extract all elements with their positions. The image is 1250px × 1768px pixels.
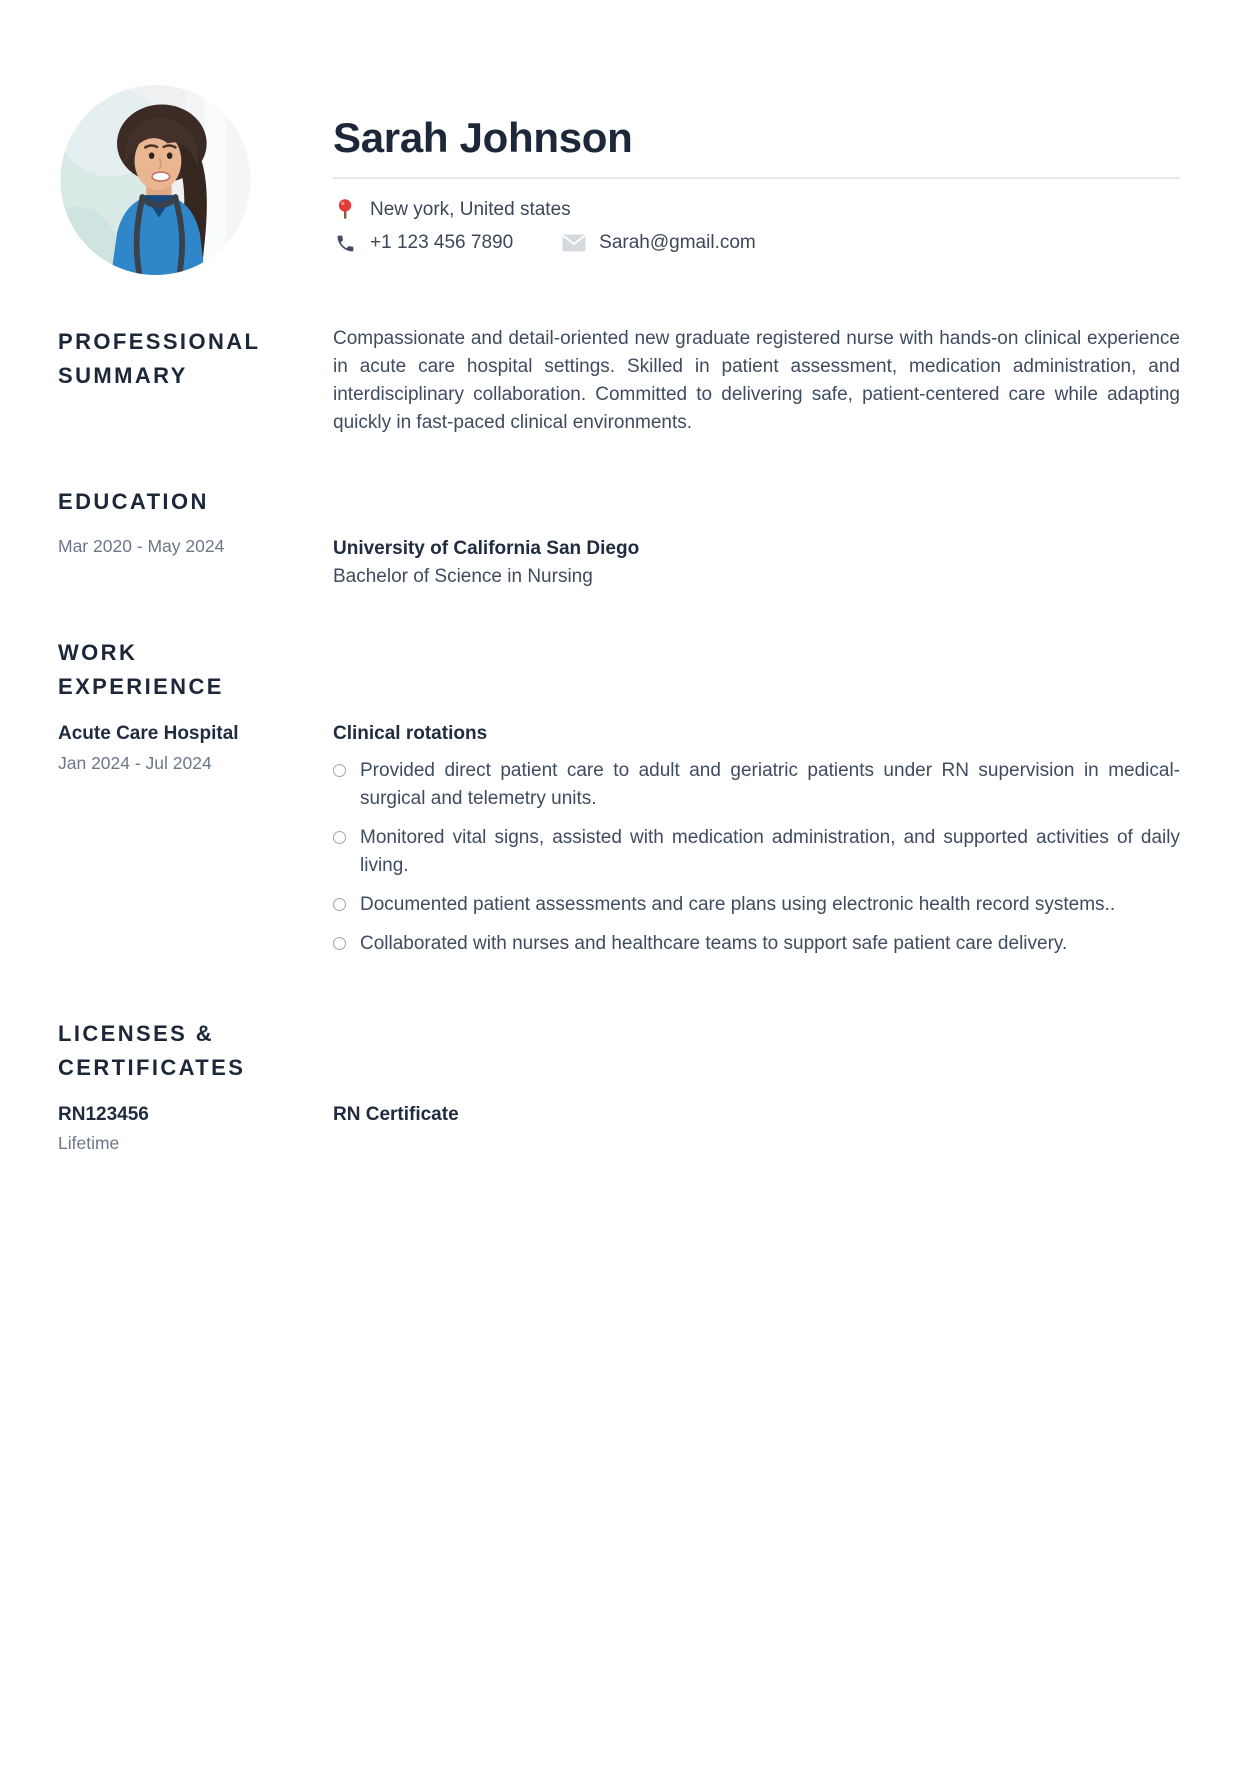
work-bullet-text: Documented patient assessments and care plans using electronic health record systems.. [360,893,1116,915]
work-bullet-item [333,891,1180,919]
phone-text: +1 123 456 7890 [370,232,514,254]
resume-header [58,85,1180,275]
licenses-heading: LICENSES & CERTIFICATES [58,1020,246,1080]
education-dates: Mar 2020 - May 2024 [58,536,225,557]
work-employer-cell [58,721,310,969]
contact-info [333,199,1180,254]
section-professional-summary [58,325,1180,437]
education-degree: Bachelor of Science in Nursing [333,565,593,587]
license-name: RN Certificate [333,1103,459,1125]
phone-group [333,232,513,254]
phone-icon [333,233,357,254]
license-name-cell [333,1102,1180,1155]
license-number-cell [58,1102,310,1155]
contact-location-row [333,199,1180,221]
education-entry [58,536,1180,588]
location-pin-icon [333,199,357,221]
work-bullet-item [333,824,1180,880]
envelope-icon [562,234,586,252]
bullet-circle-icon [333,831,346,844]
work-bullet-item [333,757,1180,813]
work-bullet-list [333,757,1180,958]
section-education [58,485,1180,588]
profile-photo-illustration [58,85,253,275]
header-identity [333,85,1180,275]
person-name: Sarah Johnson [333,114,633,161]
section-work-experience [58,636,1180,969]
work-detail-cell [333,721,1180,969]
section-licenses-certificates [58,1017,1180,1155]
contact-phone-email-row [333,232,1180,254]
bullet-circle-icon [333,764,346,777]
summary-text: Compassionate and detail-oriented new graduate registered nurse with hands-on clinical experience in acute care hospital settings. Skilled in patient assessment, medication administration, and interdisciplinary collaboration. Committed to delivering safe, patient-centered care while adapting quickly in fast-paced clinical environments. [333,328,1180,433]
bullet-circle-icon [333,937,346,950]
license-validity: Lifetime [58,1133,120,1154]
bullet-circle-icon [333,898,346,911]
work-bullet-text: Provided direct patient care to adult and geriatric patients under RN supervision in medical-surgical and telemetry units. [360,759,1180,809]
work-role: Clinical rotations [333,722,488,744]
education-dates-cell [58,536,310,588]
education-detail-cell [333,536,1180,588]
work-bullet-text: Collaborated with nurses and healthcare teams to support safe patient care delivery. [360,932,1068,954]
work-bullet-text: Monitored vital signs, assisted with medication administration, and supported activities of daily living. [360,826,1180,876]
work-bullet-item [333,930,1180,958]
license-number: RN123456 [58,1103,149,1125]
summary-heading: PROFESSIONAL SUMMARY [58,329,260,389]
work-company: Acute Care Hospital [58,722,239,744]
location-text: New york, United states [370,199,571,221]
work-heading: WORK EXPERIENCE [58,639,224,699]
header-divider [333,177,1180,179]
email-text: Sarah@gmail.com [599,232,756,254]
license-entry [58,1102,1180,1155]
education-heading: EDUCATION [58,489,209,514]
work-entry [58,721,1180,969]
work-dates: Jan 2024 - Jul 2024 [58,752,212,773]
email-group [562,232,756,254]
education-school: University of California San Diego [333,538,640,560]
profile-photo [58,85,253,275]
